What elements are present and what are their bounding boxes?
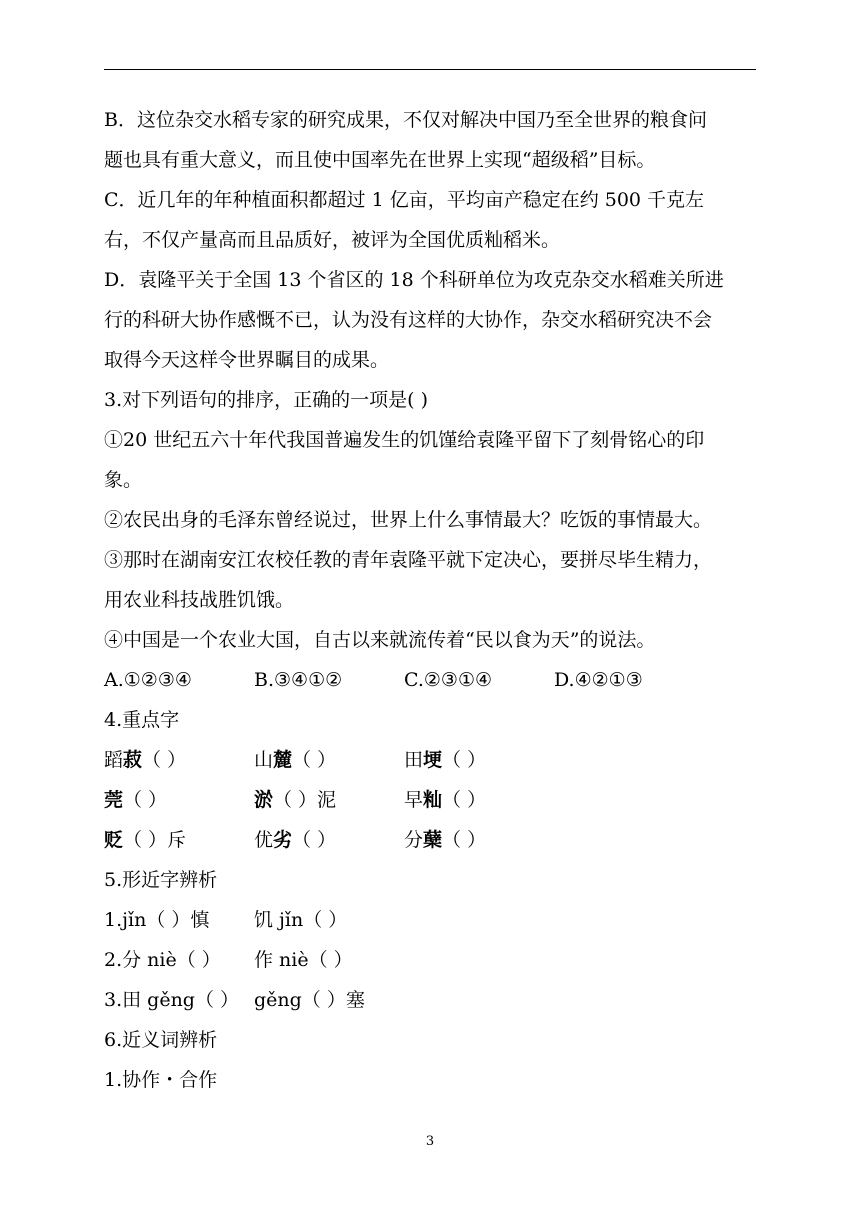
- key-char-row: [104, 820, 760, 860]
- similar-char-item: 1.jǐn（ ）慎: [104, 909, 210, 931]
- question-3-item: 用农业科技战胜饥饿。: [104, 589, 295, 611]
- paragraph-line: C．近几年的年种植面积都超过 1 亿亩，平均亩产稳定在约 500 千克左: [104, 189, 705, 211]
- key-char-item: 淤（ ）泥: [254, 789, 337, 811]
- similar-char-item: 作 niè（ ）: [254, 949, 353, 971]
- paragraph-line: D．袁隆平关于全国 13 个省区的 18 个科研单位为攻克杂交水稻难关所进: [104, 269, 724, 291]
- paragraph-line: 题也具有重大意义，而且使中国率先在世界上实现“超级稻”目标。: [104, 149, 656, 171]
- key-char-item: 山麓（ ）: [254, 749, 337, 771]
- key-char-item: 优劣（ ）: [254, 829, 337, 851]
- question-3-item: ①20 世纪五六十年代我国普遍发生的饥馑给袁隆平留下了刻骨铭心的印: [104, 429, 705, 451]
- question-3-item: ③那时在湖南安江农校任教的青年袁隆平就下定决心，要拼尽毕生精力，: [104, 549, 713, 571]
- option-c: C.②③①④: [404, 669, 493, 691]
- similar-char-item: 3.田 gěng（ ）: [104, 989, 240, 1011]
- question-3-stem: 3.对下列语句的排序，正确的一项是( ): [104, 389, 428, 411]
- synonym-item: 1.协作・合作: [104, 1069, 218, 1091]
- similar-char-item: 2.分 niè（ ）: [104, 949, 221, 971]
- similar-char-row: [104, 940, 760, 980]
- key-char-item: 贬（ ）斥: [104, 829, 187, 851]
- key-char-row: [104, 740, 760, 780]
- key-char-item: 田埂（ ）: [404, 749, 487, 771]
- question-3-options: [104, 660, 760, 700]
- document-body: [104, 100, 760, 1100]
- key-char-item: 分蘖（ ）: [404, 829, 487, 851]
- question-3-item: ④中国是一个农业大国，自古以来就流传着“民以食为天”的说法。: [104, 629, 656, 651]
- key-char-row: [104, 780, 760, 820]
- option-d: D.④②①③: [554, 669, 643, 691]
- similar-char-item: 饥 jǐn（ ）: [254, 909, 348, 931]
- page-number: 3: [425, 1134, 435, 1149]
- paragraph-line: 右，不仅产量高而且品质好，被评为全国优质籼稻米。: [104, 229, 561, 251]
- option-b: B.③④①②: [254, 669, 343, 691]
- question-4-title: 4.重点字: [104, 709, 180, 731]
- key-char-item: 早籼（ ）: [404, 789, 487, 811]
- key-char-item: 蹈菽（ ）: [104, 749, 187, 771]
- question-6-title: 6.近义词辨析: [104, 1029, 218, 1051]
- option-a: A.①②③④: [104, 669, 192, 691]
- similar-char-row: [104, 980, 760, 1020]
- paragraph-line: B．这位杂交水稻专家的研究成果，不仅对解决中国乃至全世界的粮食问: [104, 109, 707, 131]
- similar-char-row: [104, 900, 760, 940]
- paragraph-line: 行的科研大协作感慨不已，认为没有这样的大协作，杂交水稻研究决不会: [104, 309, 713, 331]
- question-3-item: ②农民出身的毛泽东曾经说过，世界上什么事情最大？吃饭的事情最大。: [104, 509, 713, 531]
- paragraph-line: 取得今天这样令世界瞩目的成果。: [104, 349, 390, 371]
- question-3-item: 象。: [104, 469, 143, 491]
- header-rule: [104, 69, 756, 70]
- similar-char-item: gěng（ ）塞: [254, 989, 365, 1011]
- key-char-item: 莞（ ）: [104, 789, 168, 811]
- question-5-title: 5.形近字辨析: [104, 869, 218, 891]
